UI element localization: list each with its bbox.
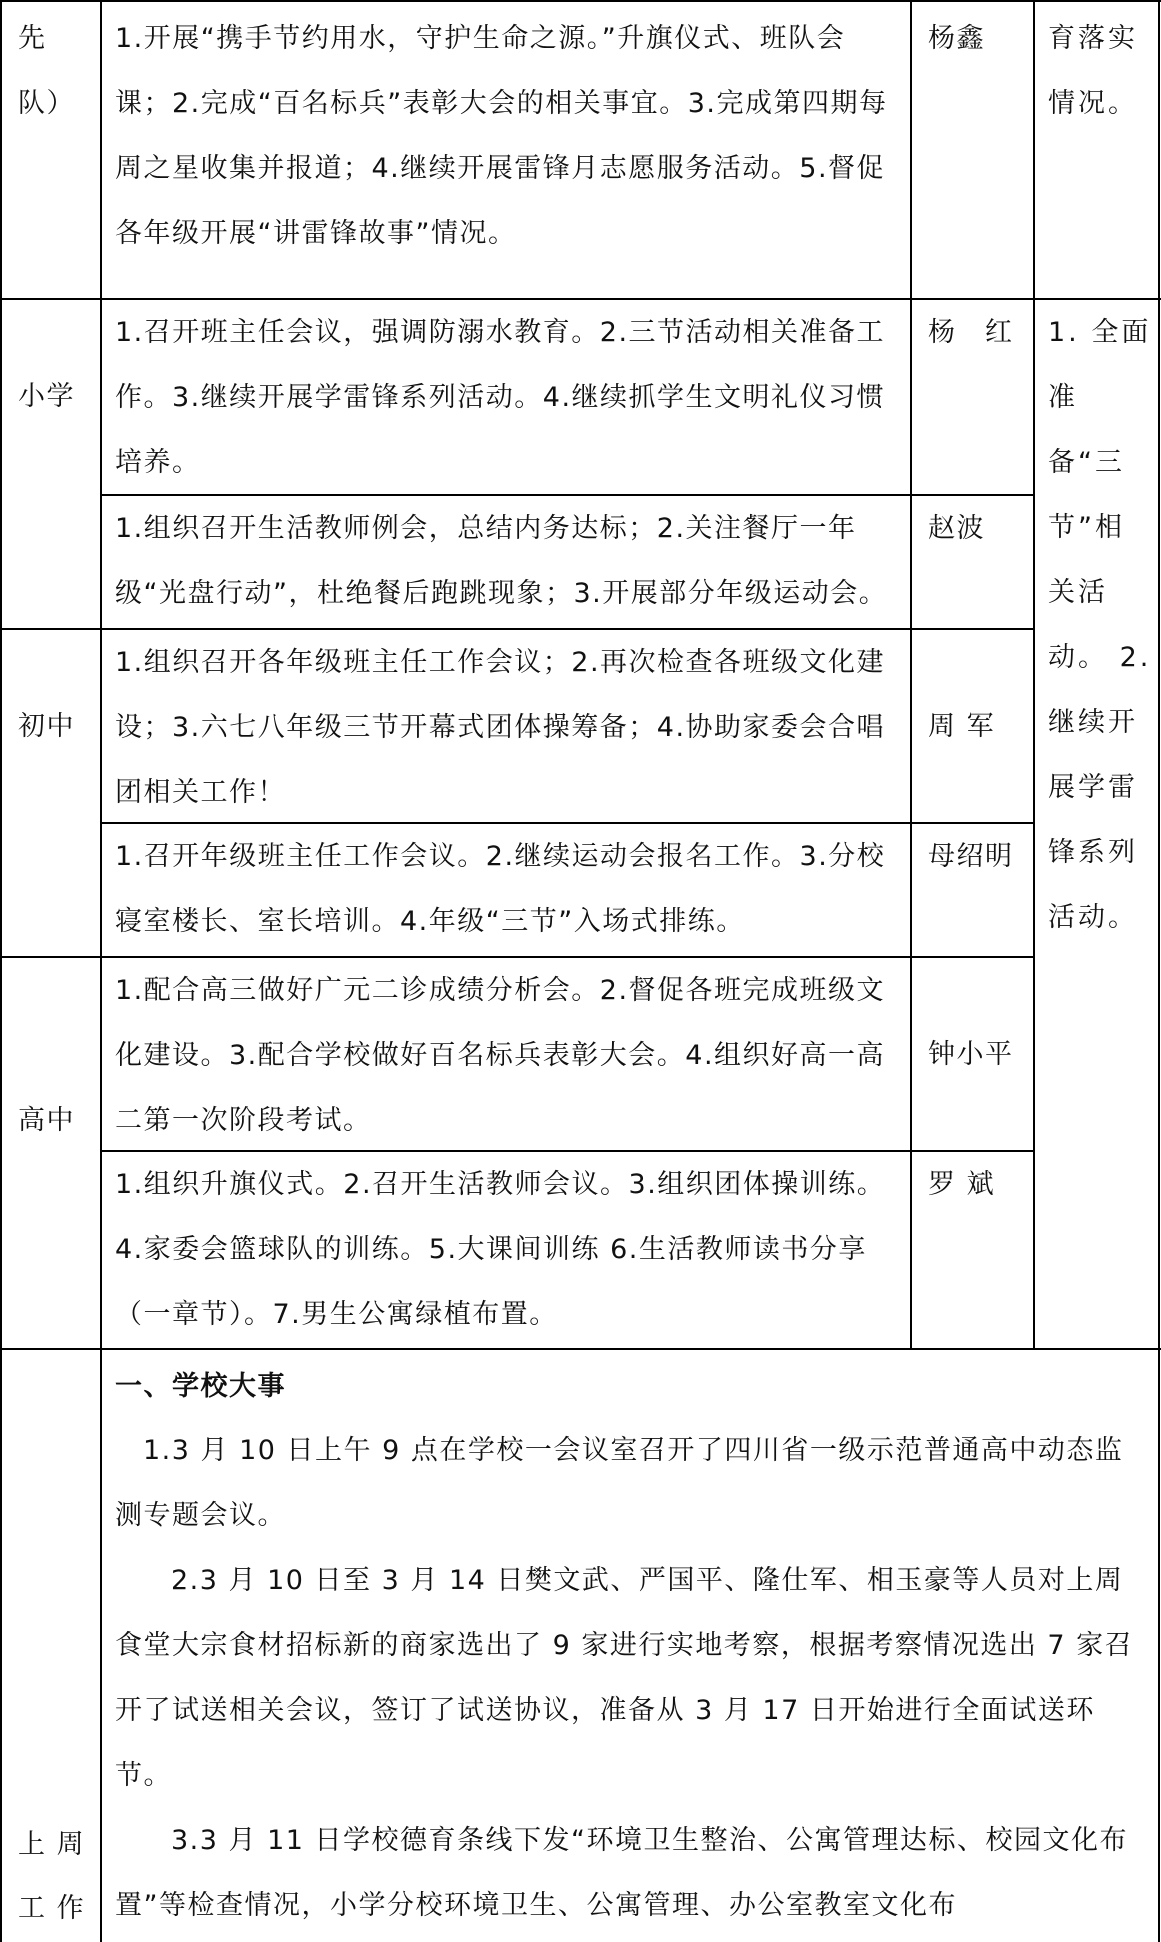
gaozhong-person-2: 罗 斌	[928, 1169, 996, 1200]
gaozhong-content-1: 1.配合高三做好广元二诊成绩分析会。2.督促各班完成班级文化建设。3.配合学校做好百名标兵表彰大会。4.组织好高一高二第一次阶段考试。	[115, 975, 886, 1136]
col-border-left	[0, 0, 2, 1942]
xiaoxue-person-1: 杨 红	[928, 317, 1014, 348]
school-event-2: 2.3 月 10 日至 3 月 14 日樊文武、严国平、隆仕军、相玉豪等人员对上周食堂大宗食材招标新的商家选出了 9 家进行实地考察，根据考察情况选出 7 家召开了试送相关会议，签订了试送协议，准备从 3 月 17 日开始进行全面试送环节。	[115, 1565, 1134, 1791]
xiandui-person: 杨鑫	[928, 23, 985, 54]
xiaoxue-content-2: 1.组织召开生活教师例会，总结内务达标；2.关注餐厅一年级“光盘行动”，杜绝餐后跑跳现象；3.开展部分年级运动会。	[115, 513, 888, 609]
row-label-gaozhong: 高中	[18, 1105, 75, 1136]
gaozhong-person-1: 钟小平	[928, 1039, 1014, 1070]
shared-note: 1. 全面准备“三节”相关活动。 2. 继续开展学雷锋系列活动。	[1048, 317, 1152, 933]
row-label-xiandui: 先 队）	[18, 23, 75, 119]
xiandui-content: 1.开展“携手节约用水，守护生命之源。”升旗仪式、班队会课；2.完成“百名标兵”表彰大会的相关事宜。3.完成第四期每周之星收集并报道；4.继续开展雷锋月志愿服务活动。5.督促各年级开展“讲雷锋故事”情况。	[115, 23, 888, 249]
row-border-top	[0, 0, 1161, 2]
school-event-3: 3.3 月 11 日学校德育条线下发“环境卫生整治、公寓管理达标、校园文化布置”等检查情况，小学分校环境卫生、公寓管理、办公室教室文化布	[115, 1825, 1129, 1921]
row-label-xiaoxue: 小学	[18, 381, 75, 412]
xiandui-note: 育落实情况。	[1048, 23, 1138, 119]
last-week-label-line2: 工 作	[18, 1893, 86, 1924]
col-border-person	[1033, 0, 1035, 1348]
chuzhong-person-2: 母绍明	[928, 841, 1014, 872]
school-events-heading: 一、学校大事	[115, 1371, 286, 1402]
col-border-content	[910, 0, 912, 1348]
col-border-label	[100, 0, 102, 1942]
row-label-chuzhong: 初中	[18, 711, 75, 742]
xiaoxue-content-1: 1.召开班主任会议，强调防溺水教育。2.三节活动相关准备工作。3.继续开展学雷锋系列活动。4.继续抓学生文明礼仪习惯培养。	[115, 317, 886, 478]
gaozhong-content-2: 1.组织升旗仪式。2.召开生活教师会议。3.组织团体操训练。4.家委会篮球队的训练。5.大课间训练 6.生活教师读书分享（一章节）。7.男生公寓绿植布置。	[115, 1169, 886, 1330]
col-border-right	[1158, 0, 1160, 1942]
last-week-label-line1: 上 周	[18, 1829, 86, 1860]
chuzhong-content-1: 1.组织召开各年级班主任工作会议；2.再次检查各班级文化建设；3.六七八年级三节开幕式团体操筹备；4.协助家委会合唱团相关工作！	[115, 647, 886, 808]
xiaoxue-person-2: 赵波	[928, 513, 985, 544]
chuzhong-person-1: 周 军	[928, 711, 996, 742]
row-border-gaozhong-bottom	[0, 1348, 1161, 1350]
chuzhong-content-2: 1.召开年级班主任工作会议。2.继续运动会报名工作。3.分校寝室楼长、室长培训。4.年级“三节”入场式排练。	[115, 841, 886, 937]
school-event-1: 1.3 月 10 日上午 9 点在学校一会议室召开了四川省一级示范普通高中动态监测专题会议。	[115, 1435, 1124, 1531]
